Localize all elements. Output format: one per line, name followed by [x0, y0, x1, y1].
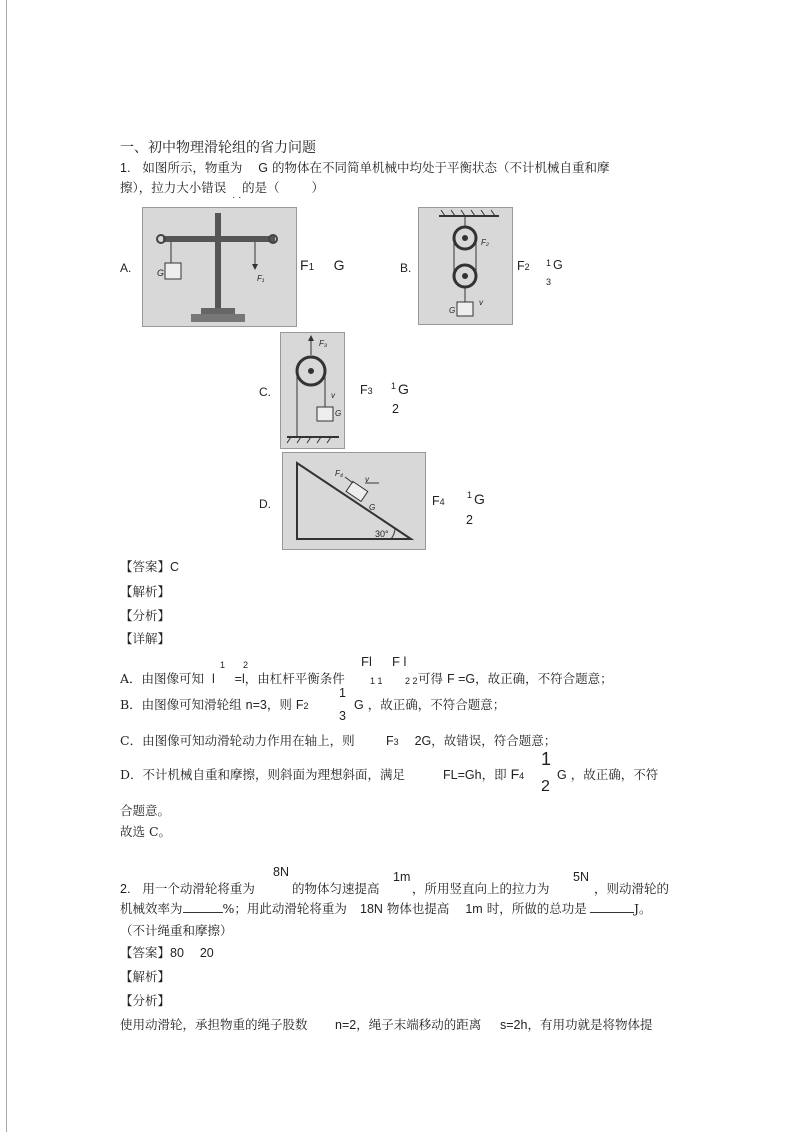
q1-g: G	[258, 161, 269, 175]
q2-blank-work[interactable]	[590, 912, 634, 913]
q1-fenxi: 【分析】	[120, 608, 171, 623]
q2-last-line-mid	[335, 1015, 481, 1033]
sol-b-text-c: ，故正确，不符合题意；	[367, 697, 506, 712]
option-a-sub: 1	[308, 262, 315, 273]
figure-pulley-block	[418, 207, 513, 325]
q2-answer-2: 20	[199, 946, 214, 960]
sol-c-line	[120, 731, 355, 749]
q2-last-line-end	[500, 1015, 652, 1033]
q2-text-j: 使用动滑轮，承担物重的绳子股数	[120, 1017, 308, 1032]
emphasis-dots: · ·	[232, 192, 242, 203]
option-b-rhs: G	[553, 258, 563, 272]
q1-text-d: 的是（	[242, 180, 280, 195]
sol-b-g: G	[354, 698, 364, 712]
q2-text-l: ，有用功就是将物体提	[527, 1017, 653, 1032]
sol-b-text-a: B．由图像可知滑轮组	[120, 697, 242, 712]
sol-c-text-b: ，故错误，符合题意；	[431, 733, 557, 748]
fig-c-v-label: v	[331, 391, 335, 400]
option-d-rhs: G	[474, 491, 485, 507]
fig-d-g-label: G	[369, 503, 376, 512]
q2-line1	[120, 879, 255, 897]
q2-s: s=2h	[500, 1018, 528, 1032]
sol-b-line	[120, 695, 309, 713]
sol-d-line2: 合题意。	[120, 803, 171, 818]
sol-d-num: 1	[541, 749, 552, 769]
sol-c-text-a: C．由图像可知动滑轮动力作用在轴上，则	[120, 733, 355, 748]
sol-a-line-end	[418, 669, 613, 687]
q2-jiexi: 【解析】	[120, 969, 171, 984]
sol-a-text-b: ，由杠杆平衡条件	[244, 671, 345, 686]
q1-text-e: ）	[311, 180, 324, 195]
sol-b-sub: 2	[303, 701, 309, 711]
q2-text-f: %；用此动滑轮将重为	[222, 901, 347, 916]
q2-weight2: 18N	[360, 902, 383, 916]
option-c-num: 1	[391, 381, 397, 391]
q2-last-line	[120, 1015, 308, 1033]
option-b-den: 3	[546, 277, 552, 287]
q2-text-b: 的物体匀速提高	[292, 881, 380, 896]
q1-text-c: 擦），拉力大小错误	[120, 180, 227, 195]
sol-d-eq: FL=Gh	[443, 768, 482, 782]
option-c-formula	[360, 383, 373, 397]
option-a-rhs: G	[333, 257, 345, 273]
option-c-label: C.	[259, 385, 271, 399]
page-edge-line	[6, 0, 7, 1132]
sol-b-num: 1	[339, 686, 346, 700]
q1-answer	[120, 557, 179, 575]
sol-b-text-b: ，则	[266, 697, 292, 712]
sol-b-line-end	[354, 695, 505, 713]
option-a-label: A.	[120, 261, 132, 275]
fig-a-f-label: F₁	[257, 274, 265, 283]
sol-a-s2: 2 2	[405, 676, 418, 686]
q1-jiexi: 【解析】	[120, 584, 171, 599]
q2-blank-efficiency[interactable]	[183, 912, 223, 913]
q2-weight: 8N	[273, 865, 289, 879]
q1-text-b: 的物体在不同简单机械中均处于平衡状态（不计机械自重和摩	[272, 160, 610, 175]
option-c-rhs: G	[398, 381, 409, 397]
q1-conclusion: 故选 C。	[120, 824, 172, 839]
q2-number: 2.	[120, 882, 131, 896]
sol-b-f: F	[295, 698, 304, 712]
q1-answer-value: C	[170, 560, 180, 574]
option-d-label: D.	[259, 497, 271, 511]
sol-d-line-end	[557, 765, 658, 783]
q2-text-d: ，则动滑轮的	[594, 881, 670, 896]
sol-b-n: n=3	[245, 698, 267, 712]
sol-a-fl2: F l	[392, 654, 407, 669]
sol-a-line	[120, 669, 345, 687]
q1-line2	[120, 178, 324, 196]
q1-line1	[120, 158, 610, 176]
option-a-formula	[300, 257, 344, 273]
fig-d-f-label: F₄	[335, 469, 344, 478]
sol-a-s1: 1 1	[370, 676, 383, 686]
figure-incline	[282, 452, 426, 550]
sol-d-line	[120, 765, 405, 783]
sol-b-den: 3	[339, 709, 346, 723]
q2-text-i: J。	[634, 901, 652, 916]
option-b-formula	[517, 259, 530, 273]
option-c-sub: 3	[367, 386, 373, 396]
option-d-formula	[432, 494, 445, 508]
option-d-f: F	[432, 494, 440, 508]
q1-text-a: 如图所示，物重为	[142, 160, 243, 175]
sol-d-sub: 4	[519, 771, 525, 781]
q2-answer-1: 80	[170, 946, 184, 960]
q2-note: （不计绳重和摩擦）	[120, 923, 233, 938]
option-b-sub: 2	[524, 262, 530, 272]
fig-c-f-label: F₃	[319, 339, 328, 348]
option-d-num: 1	[467, 490, 473, 500]
q1-xiangjie: 【详解】	[120, 631, 171, 646]
sol-a-text-d: F =G	[447, 672, 476, 686]
figure-lever	[142, 207, 297, 327]
fig-c-g-label: G	[335, 409, 342, 418]
sol-a-fl1: Fl	[361, 654, 372, 669]
option-b-f: F	[517, 259, 525, 273]
q2-text-k: ，绳子末端移动的距离	[356, 1017, 482, 1032]
sol-a-sup2: 2	[243, 660, 249, 670]
q2-answer-label: 【答案】	[120, 945, 171, 960]
incline-diagram	[283, 453, 425, 549]
fig-d-angle-label: 30°	[375, 529, 389, 539]
sol-a-eq: =l	[234, 672, 245, 686]
fig-d-v-label: v	[365, 475, 369, 484]
q1-number: 1.	[120, 161, 131, 175]
fig-b-v-label: v	[479, 298, 483, 307]
sol-d-g: G	[557, 768, 567, 782]
sol-d-den: 2	[541, 778, 550, 795]
q2-text-g: 物体也提高	[386, 901, 450, 916]
q2-line2-end	[590, 899, 652, 917]
sol-a-text-c: 可得	[418, 671, 444, 686]
figure-movable-pulley	[280, 332, 345, 449]
sol-d-f: F	[510, 766, 520, 782]
sol-a-l: l	[211, 672, 215, 686]
q2-height: 1m	[393, 870, 411, 884]
sol-c-sub: 3	[393, 737, 399, 747]
option-a-f: F	[300, 257, 309, 273]
option-d-den: 2	[466, 513, 473, 527]
sol-d-text-c: ，故正确，不符	[570, 767, 659, 782]
q2-fenxi: 【分析】	[120, 993, 171, 1008]
sol-a-text-a: A．由图像可知	[120, 671, 205, 686]
option-b-num: 1	[546, 258, 552, 268]
option-d-sub: 4	[439, 497, 445, 507]
option-b-label: B.	[400, 261, 412, 275]
fig-a-g-label: G	[157, 268, 165, 278]
fig-b-g-label: G	[449, 306, 456, 315]
sol-d-text-a: D．不计机械自重和摩擦，则斜面为理想斜面，满足	[120, 767, 406, 782]
sol-d-text-b: ，即	[481, 767, 507, 782]
q1-answer-label: 【答案】	[120, 559, 171, 574]
sol-c-line-end	[386, 731, 556, 749]
option-c-den: 2	[392, 402, 399, 416]
q2-text-h: 时，所做的总功是	[486, 901, 587, 916]
sol-c-value: 2G	[414, 734, 432, 748]
pulley-block-diagram	[419, 208, 512, 324]
sol-d-line-mid	[443, 765, 524, 783]
q2-text-a: 用一个动滑轮将重为	[142, 881, 255, 896]
q2-text-c: ，所用竖直向上的拉力为	[412, 881, 550, 896]
q2-line2-mid	[360, 899, 587, 917]
q2-text-e: 机械效率为	[120, 901, 183, 916]
q2-n: n=2	[335, 1018, 357, 1032]
option-c-f: F	[360, 383, 368, 397]
sol-c-f: F	[386, 734, 394, 748]
q2-line2	[120, 899, 347, 917]
q2-force: 5N	[573, 870, 589, 884]
q2-height2: 1m	[465, 902, 483, 916]
lever-diagram	[143, 208, 296, 326]
section-title: 一、初中物理滑轮组的省力问题	[120, 140, 316, 156]
q2-answer	[120, 943, 214, 961]
fig-b-f-label: F₂	[481, 238, 489, 247]
sol-a-text-e: ，故正确，不符合题意；	[475, 671, 613, 686]
sol-a-sup1: 1	[220, 660, 226, 670]
